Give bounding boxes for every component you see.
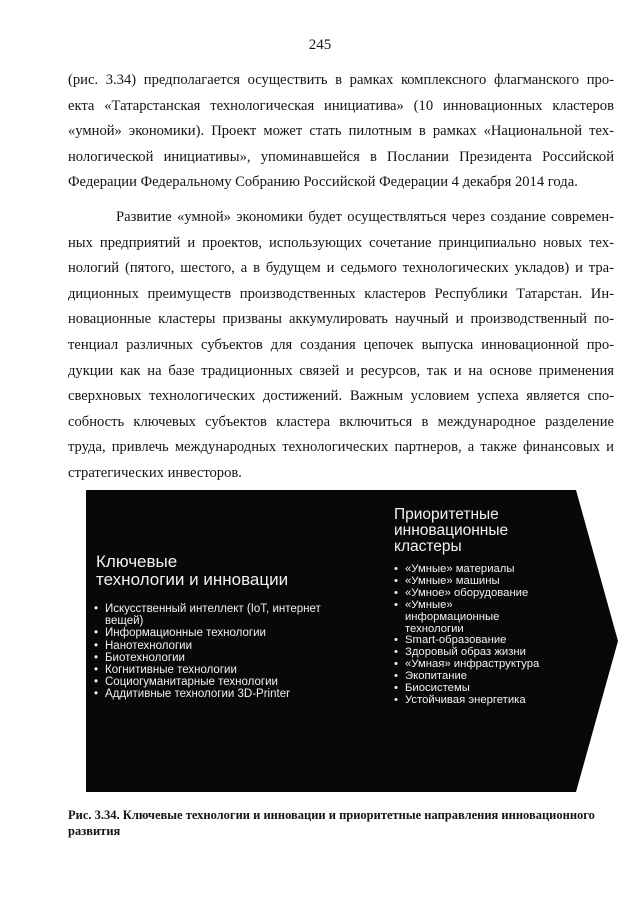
list-item: • «Умные» материалы [394, 564, 544, 576]
title-line: технологии и инновации [96, 570, 289, 589]
list-item: • Нанотехнологии [94, 640, 340, 652]
text-line: (рис. 3.34) предполагается осуществить в рамках комплексного флагманского про- [68, 72, 614, 88]
text-line: стратегических инвесторов. [68, 464, 242, 481]
text-line: нологий (пятого, шестого, а в будущем и седьмого технологических укладов) и тра- [68, 260, 614, 277]
title-line: Приоритетные [394, 506, 499, 523]
text-line: диционных преимуществ производственных кластеров Республики Татарстан. Ин- [68, 285, 614, 302]
list-item: • «Умная» инфраструктура [394, 659, 544, 671]
text-line: ных предприятий и проектов, использующих сочетание принципиально новых тех- [68, 234, 614, 251]
title-line: Ключевые [96, 552, 178, 571]
list-item: • «Умные» машины [394, 576, 544, 588]
list-item: • Аддитивные технологии 3D-Printer [94, 688, 340, 700]
list-item: • Социогуманитарные технологии [94, 676, 340, 688]
text-line: сверхновых технологических достижений. Важным условием успеха является спо- [68, 388, 614, 405]
page-number: 245 [308, 37, 332, 53]
text-line: собность ключевых субъектов кластера включиться в международное разделение [68, 413, 614, 430]
caption-line: Рис. 3.34. Ключевые технологии и инновации и приоритетные направления инновационного [68, 808, 595, 822]
text-line: тенциал различных субъектов для создания цепочек выпуска инновационной про- [68, 336, 614, 353]
list-item: • Smart-образование [394, 635, 544, 647]
list-item: • Экопитание [394, 671, 544, 683]
text-line: новационные кластеры призваны аккумулировать научный и производственный по- [68, 311, 614, 328]
list-item: • Биосистемы [394, 683, 544, 695]
title-line: инновационные [394, 522, 509, 539]
text-line: екта «Татарстанская технологическая инициатива» (10 инновационных кластеров [68, 97, 614, 114]
left-panel-title [96, 553, 336, 589]
text-line: «умной» экономики). Проект может стать пилотным в рамках «Национальной тех- [68, 123, 614, 140]
text-line: Развитие «умной» экономики будет осуществляться через создание современ- [116, 209, 614, 225]
left-panel-list [94, 603, 340, 701]
list-item: • Искусственный интеллект (IoT, интернет вещей) [94, 603, 340, 627]
figure-caption [68, 807, 614, 839]
caption-line: развития [68, 824, 121, 838]
title-line: кластеры [394, 538, 462, 555]
list-item: • Биотехнологии [94, 652, 340, 664]
right-panel-list [394, 564, 544, 707]
text-line: труда, привлечь международных технологических партнеров, а также финансовых и [68, 439, 614, 456]
text-line: дукции как на базе традиционных связей и ресурсов, так и на основе применения [68, 362, 614, 379]
list-item: • Устойчивая энергетика [394, 695, 544, 707]
list-item: • «Умное» оборудование [394, 588, 544, 600]
list-item: • Здоровый образ жизни [394, 647, 544, 659]
text-line: Федерации Федеральному Собранию Российской Федерации 4 декабря 2014 года. [68, 174, 578, 191]
paragraph-2 [68, 205, 614, 487]
paragraph-1 [68, 68, 614, 196]
list-item: • Информационные технологии [94, 627, 340, 639]
list-item: • Когнитивные технологии [94, 664, 340, 676]
text-line: нологической инициативы», упоминавшейся в Послании Президента Российской [68, 148, 614, 165]
list-item: • «Умные» информационные технологии [394, 600, 544, 636]
right-panel-title [394, 507, 564, 555]
figure-diagram [86, 490, 618, 792]
